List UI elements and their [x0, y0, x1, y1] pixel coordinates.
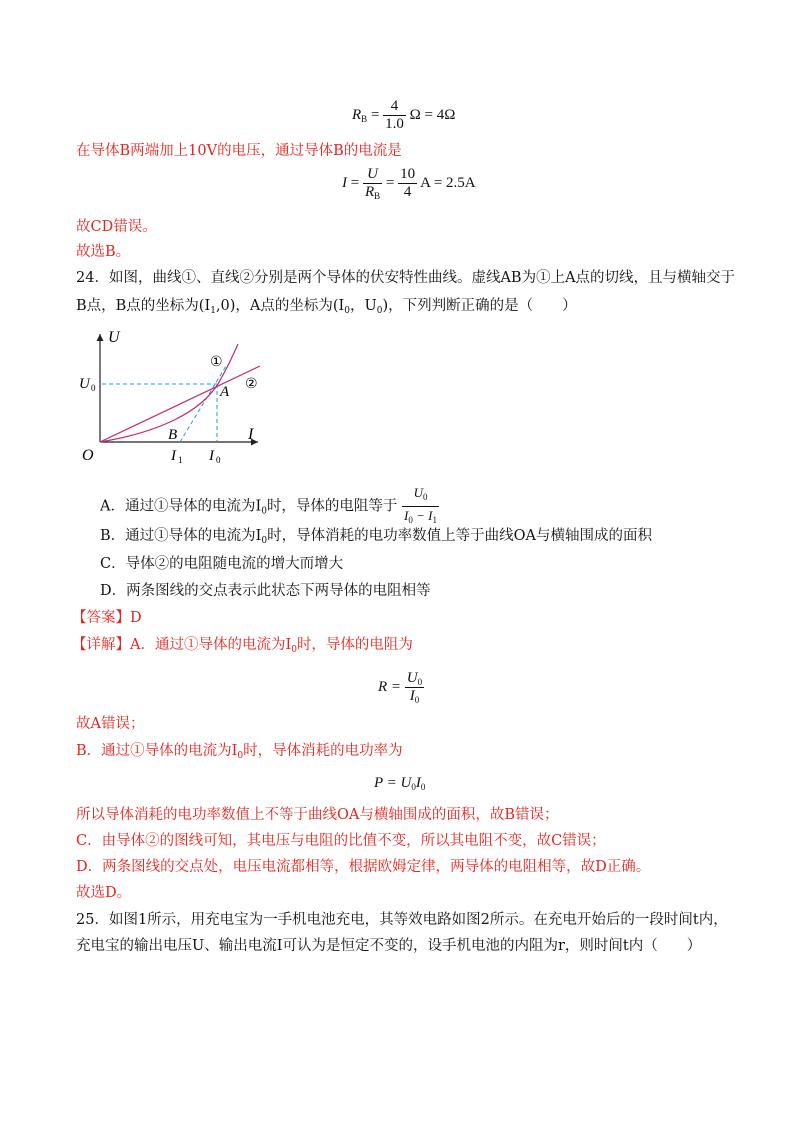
- eq-rb-den: 1.0: [385, 116, 404, 132]
- q24-option-a: A．通过①导体的电流为$I_0$时，导体的电阻等于 $\frac{U_0}{I_0 - I_1}$: [100, 484, 439, 529]
- eq-rb-num: 4: [390, 98, 399, 114]
- q24-option-c: C．导体②的电阻随电流的增大而增大: [100, 556, 344, 572]
- line-cd-wrong: 故CD错误。: [76, 219, 157, 235]
- label-i0-sub: 0: [216, 455, 221, 465]
- equation-p: $P = U_0I_0$: [374, 775, 426, 792]
- eq-current-den1: R: [364, 184, 375, 200]
- eq-rb-lhs: R: [352, 106, 362, 123]
- label-i1: I: [171, 448, 176, 464]
- detail-c-line: C．由导体②的图线可知，其电压与电阻的比值不变，所以其电阻不变，故C错误；: [76, 833, 606, 849]
- label-origin: O: [82, 447, 94, 464]
- label-u0-sub: 0: [91, 383, 96, 393]
- equation-current: I = $\frac{U}{R_B}$ = $\frac{10}{4}$ A = 2.5A: [342, 166, 476, 201]
- label-curve-2: ②: [245, 376, 258, 392]
- eq-current-den1-sub: B: [374, 191, 381, 201]
- iv-graph: [70, 322, 280, 470]
- line-a-wrong: 故A错误；: [76, 716, 145, 732]
- detail-b2-line: 所以导体消耗的电功率数值上不等于曲线OA与横轴围成的面积，故B错误；: [76, 807, 559, 823]
- detail-tag: 【详解】: [72, 637, 130, 653]
- tangent-ab-dashed: [180, 366, 226, 442]
- eq-rb-sub: B: [361, 113, 368, 124]
- label-i1-sub: 1: [178, 455, 183, 465]
- eq-current-den2: 4: [398, 183, 417, 201]
- q24-option-b: B．通过①导体的电流为$I_0$时，导体消耗的电功率数值上等于曲线OA与横轴围成的面积: [100, 528, 652, 546]
- equation-r: R = $\frac{U_0}{I_0}$: [378, 670, 423, 705]
- option-a-fraction: $\frac{U_0}{I_0 - I_1}$: [402, 484, 439, 529]
- answer-tag: 【答案】: [72, 610, 130, 626]
- answer-value: D: [130, 610, 142, 626]
- eq-current-rhs: A = 2.5A: [420, 174, 476, 191]
- label-u0: U: [79, 376, 90, 392]
- eq-current-num1: U: [367, 166, 378, 182]
- eq-rb-fraction: [383, 98, 406, 133]
- line-choose-b: 故选B。: [76, 244, 131, 260]
- eq-current-frac2: [398, 166, 417, 201]
- line-choose-d: 故选D。: [76, 885, 132, 901]
- q24-option-d: D．两条图线的交点表示此状态下两导体的电阻相等: [100, 583, 431, 599]
- label-i0: I: [209, 448, 214, 464]
- eq-current-frac1: [363, 166, 382, 201]
- q24-stem-line2: B点，B点的坐标为$(I_1,0)$，A点的坐标为($I_0$，$U_0$)，下列判断正确的是（ ）: [76, 298, 577, 316]
- equation-rb: $R_B$ = $\frac{4}{1.0}$ Ω = 4Ω: [352, 98, 456, 132]
- q25-line2: 充电宝的输出电压U、输出电流I可认为是恒定不变的，设手机电池的内阻为r，则时间t内（ ）: [76, 938, 702, 954]
- answer-line: [72, 609, 142, 627]
- label-u-axis: U: [108, 329, 120, 346]
- eq-current-num2: 10: [400, 166, 416, 182]
- line-2: [100, 366, 260, 442]
- eq-current-lhs: I: [342, 174, 347, 191]
- line-apply-voltage: 在导体B两端加上10V的电压，通过导体B的电流是: [76, 143, 402, 159]
- label-i-axis: I: [248, 426, 254, 443]
- detail-b-line: B．通过①导体的电流为$I_0$时，导体消耗的电功率为: [76, 743, 403, 761]
- detail-d-line: D．两条图线的交点处，电压电流都相等，根据欧姆定律，两导体的电阻相等，故D正确。: [76, 859, 651, 875]
- q24-stem-line1: 24．如图，曲线①、直线②分别是两个导体的伏安特性曲线。虚线AB为①上A点的切线，且与横轴交于: [76, 270, 736, 286]
- label-curve-1: ①: [210, 354, 223, 370]
- label-point-a: A: [220, 384, 230, 400]
- q25-line1: 25．如图1所示，用充电宝为一手机电池充电，其等效电路如图2所示。在充电开始后的一段时间t内，: [76, 912, 728, 928]
- detail-a-line: 【详解】A．通过①导体的电流为$I_0$时，导体的电阻为: [72, 637, 413, 655]
- eq-rb-rhs: Ω = 4Ω: [409, 106, 456, 123]
- label-point-b: B: [168, 427, 178, 443]
